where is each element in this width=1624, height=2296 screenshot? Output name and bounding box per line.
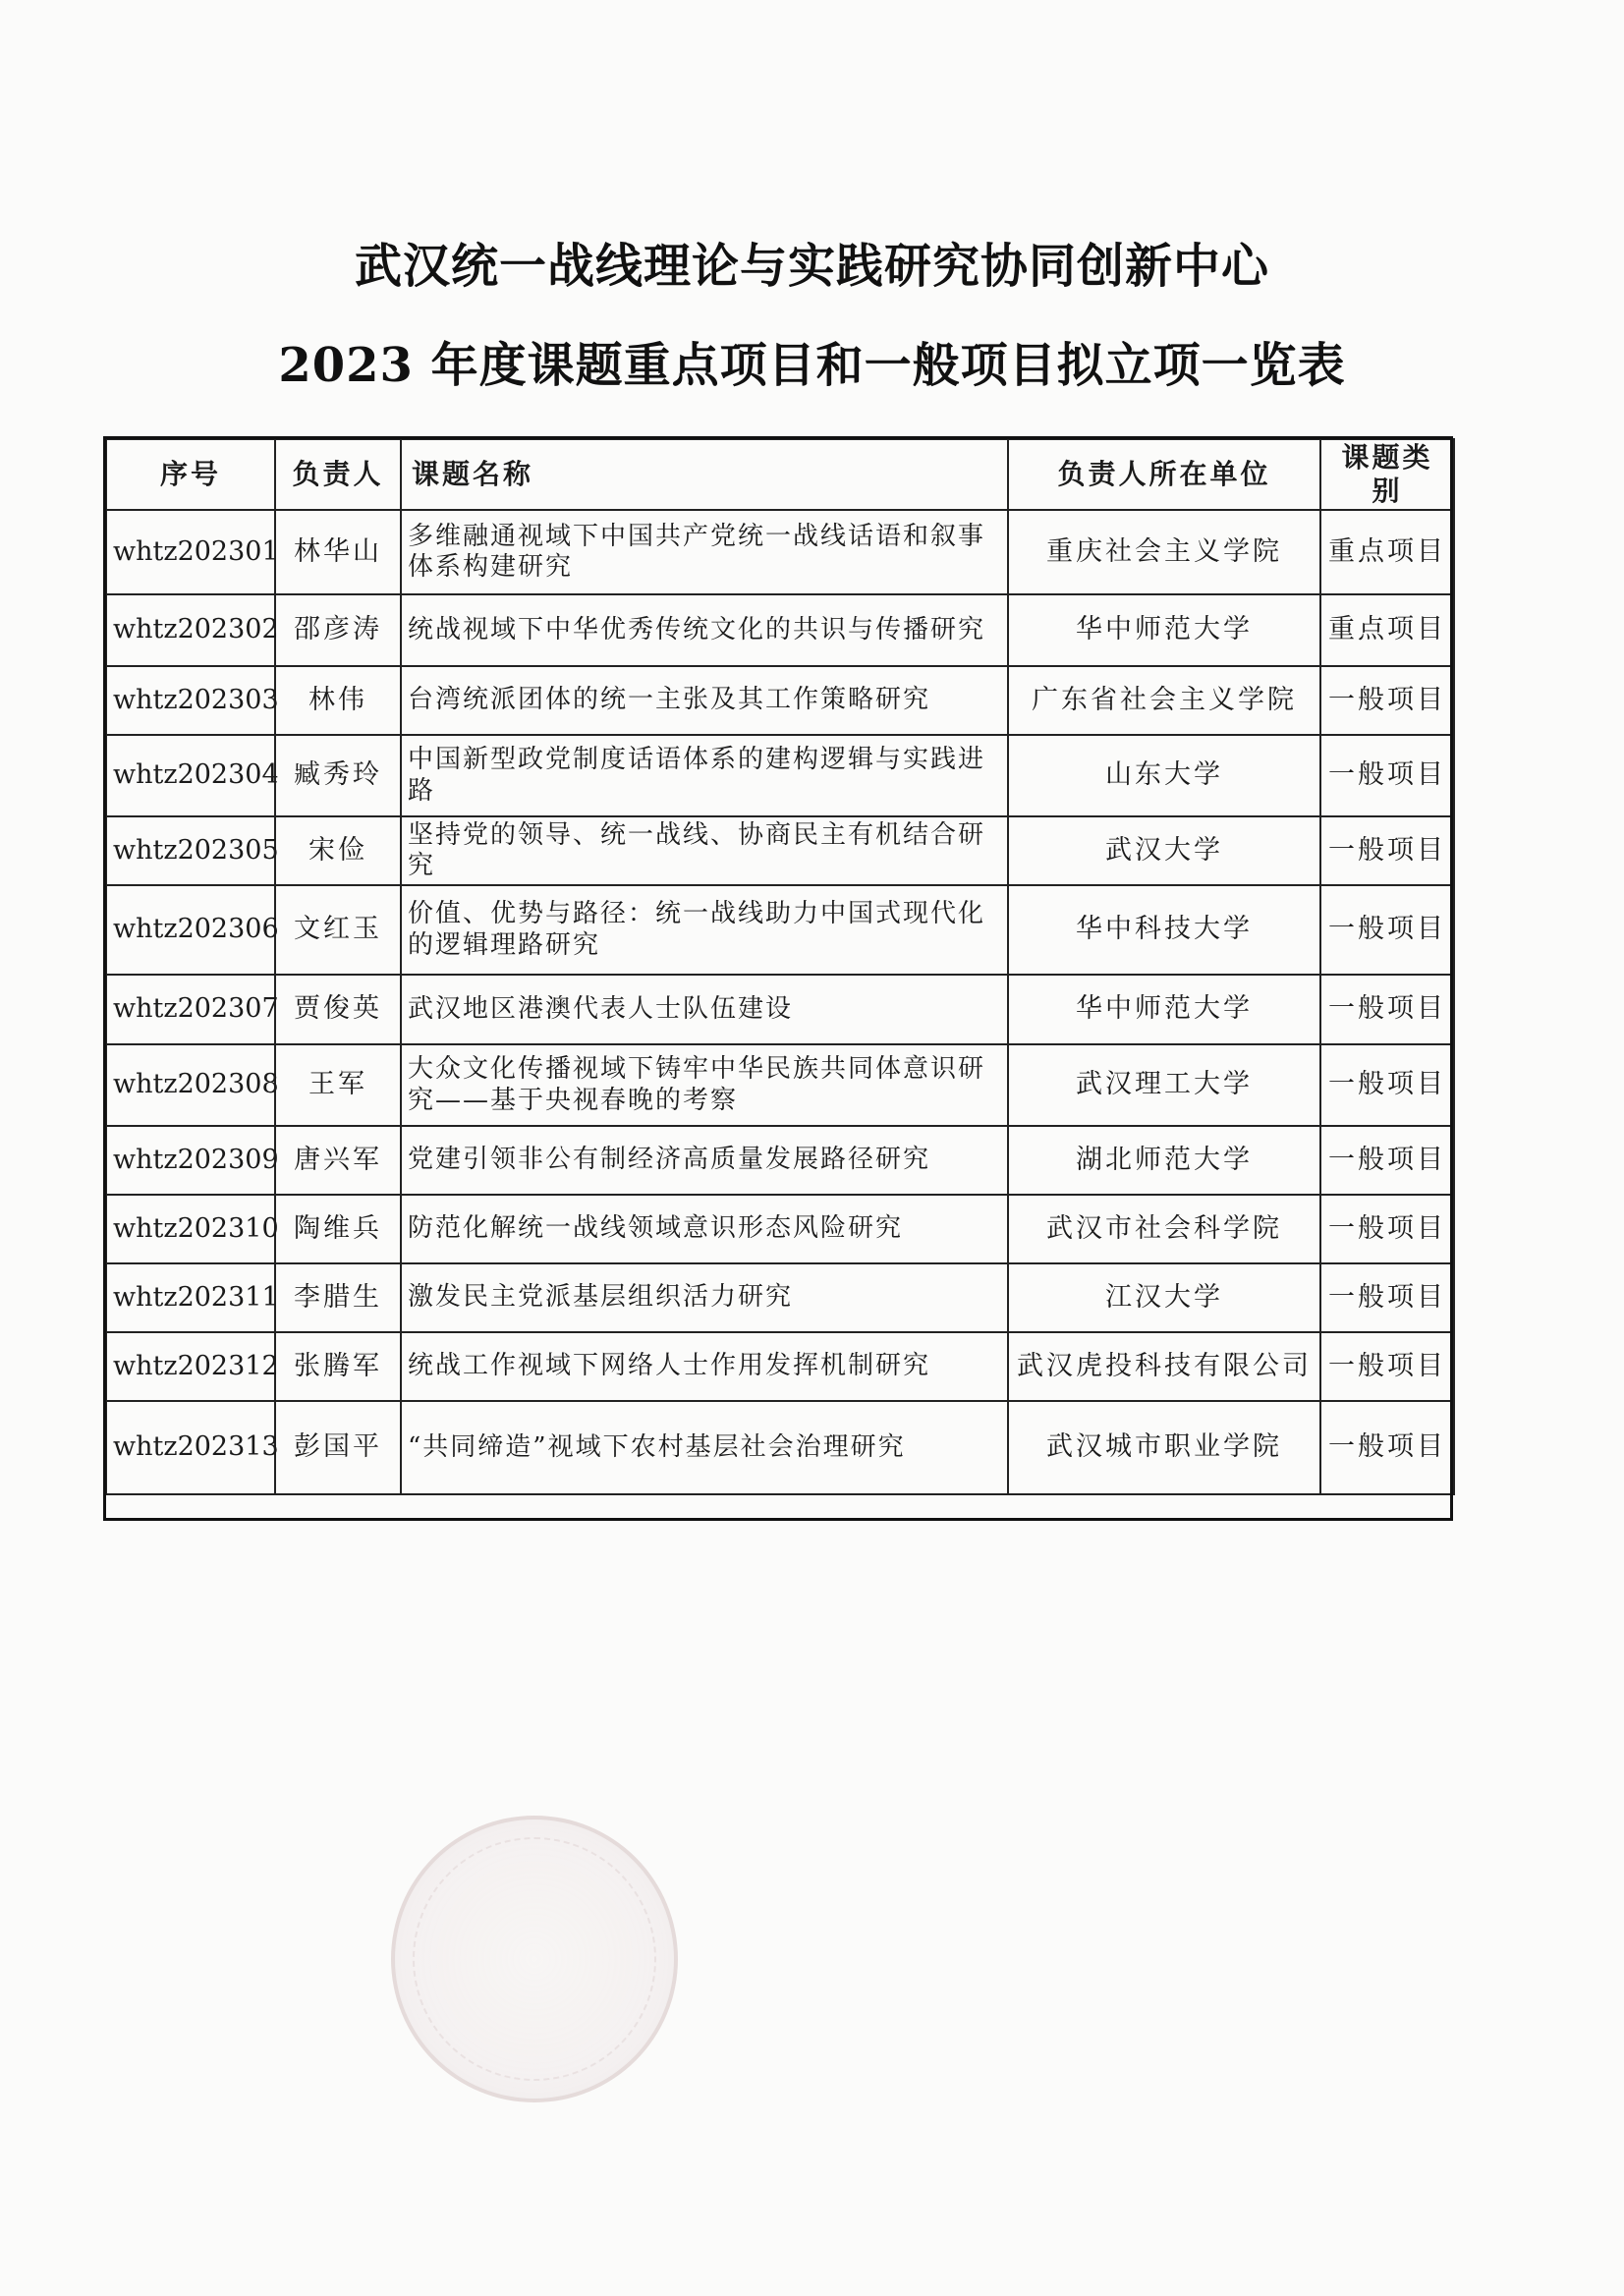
cell-unit: 武汉理工大学 (1008, 1044, 1320, 1126)
cell-topic: 统战视域下中华优秀传统文化的共识与传播研究 (401, 594, 1008, 666)
header-topic: 课题名称 (401, 439, 1008, 510)
cell-topic: 统战工作视域下网络人士作用发挥机制研究 (401, 1332, 1008, 1401)
cell-leader: 宋俭 (275, 816, 401, 885)
cell-id: whtz202311 (106, 1263, 275, 1332)
cell-type: 一般项目 (1320, 1401, 1454, 1494)
seal-inner-ring (413, 1837, 656, 2081)
cell-id: whtz202309 (106, 1126, 275, 1195)
cell-id: whtz202302 (106, 594, 275, 666)
cell-type: 一般项目 (1320, 885, 1454, 975)
cell-topic: 台湾统派团体的统一主张及其工作策略研究 (401, 666, 1008, 735)
cell-topic: 坚持党的领导、统一战线、协商民主有机结合研究 (401, 816, 1008, 885)
table-row (106, 1332, 1454, 1401)
table-row (106, 975, 1454, 1044)
cell-topic: 中国新型政党制度话语体系的建构逻辑与实践进路 (401, 735, 1008, 816)
cell-topic: 武汉地区港澳代表人士队伍建设 (401, 975, 1008, 1044)
cell-type: 重点项目 (1320, 594, 1454, 666)
cell-id: whtz202305 (106, 816, 275, 885)
cell-leader: 贾俊英 (275, 975, 401, 1044)
cell-type: 一般项目 (1320, 975, 1454, 1044)
cell-topic: 多维融通视域下中国共产党统一战线话语和叙事体系构建研究 (401, 510, 1008, 594)
cell-unit: 山东大学 (1008, 735, 1320, 816)
header-leader: 负责人 (275, 439, 401, 510)
cell-id: whtz202303 (106, 666, 275, 735)
cell-unit: 武汉虎投科技有限公司 (1008, 1332, 1320, 1401)
table-row (106, 816, 1454, 885)
table-row (106, 1401, 1454, 1494)
cell-unit: 华中师范大学 (1008, 594, 1320, 666)
cell-unit: 武汉市社会科学院 (1008, 1195, 1320, 1263)
table-row (106, 1126, 1454, 1195)
cell-leader: 邵彦涛 (275, 594, 401, 666)
table-row (106, 594, 1454, 666)
header-type: 课题类别 (1320, 439, 1454, 510)
cell-unit: 华中师范大学 (1008, 975, 1320, 1044)
table-row (106, 1044, 1454, 1126)
cell-leader: 臧秀玲 (275, 735, 401, 816)
project-list-table (105, 438, 1455, 1495)
cell-unit: 重庆社会主义学院 (1008, 510, 1320, 594)
cell-topic: 大众文化传播视域下铸牢中华民族共同体意识研究——基于央视春晚的考察 (401, 1044, 1008, 1126)
cell-leader: 林华山 (275, 510, 401, 594)
cell-leader: 唐兴军 (275, 1126, 401, 1195)
document-subtitle: 2023 年度课题重点项目和一般项目拟立项一览表 (278, 338, 1346, 393)
cell-topic: 激发民主党派基层组织活力研究 (401, 1263, 1008, 1332)
cell-type: 一般项目 (1320, 1332, 1454, 1401)
cell-unit: 华中科技大学 (1008, 885, 1320, 975)
cell-topic: “共同缔造”视域下农村基层社会治理研究 (401, 1401, 1008, 1494)
table-row (106, 1263, 1454, 1332)
cell-type: 一般项目 (1320, 666, 1454, 735)
header-unit: 负责人所在单位 (1008, 439, 1320, 510)
table-row (106, 666, 1454, 735)
cell-id: whtz202308 (106, 1044, 275, 1126)
cell-topic: 价值、优势与路径：统一战线助力中国式现代化的逻辑理路研究 (401, 885, 1008, 975)
cell-leader: 文红玉 (275, 885, 401, 975)
cell-unit: 湖北师范大学 (1008, 1126, 1320, 1195)
cell-type: 一般项目 (1320, 816, 1454, 885)
cell-id: whtz202306 (106, 885, 275, 975)
cell-leader: 彭国平 (275, 1401, 401, 1494)
cell-unit: 武汉大学 (1008, 816, 1320, 885)
cell-id: whtz202307 (106, 975, 275, 1044)
cell-type: 一般项目 (1320, 735, 1454, 816)
cell-id: whtz202313 (106, 1401, 275, 1494)
cell-leader: 张腾军 (275, 1332, 401, 1401)
table-row (106, 510, 1454, 594)
cell-topic: 防范化解统一战线领域意识形态风险研究 (401, 1195, 1008, 1263)
document-title: 武汉统一战线理论与实践研究协同创新中心 (354, 239, 1269, 294)
cell-unit: 江汉大学 (1008, 1263, 1320, 1332)
cell-id: whtz202301 (106, 510, 275, 594)
cell-id: whtz202310 (106, 1195, 275, 1263)
table-row (106, 1195, 1454, 1263)
cell-leader: 王军 (275, 1044, 401, 1126)
table-header-row (106, 439, 1454, 510)
cell-type: 一般项目 (1320, 1126, 1454, 1195)
cell-leader: 陶维兵 (275, 1195, 401, 1263)
cell-topic: 党建引领非公有制经济高质量发展路径研究 (401, 1126, 1008, 1195)
cell-type: 一般项目 (1320, 1044, 1454, 1126)
table-body (106, 510, 1454, 1494)
cell-unit: 广东省社会主义学院 (1008, 666, 1320, 735)
cell-leader: 李腊生 (275, 1263, 401, 1332)
table-row (106, 735, 1454, 816)
cell-type: 一般项目 (1320, 1263, 1454, 1332)
cell-id: whtz202312 (106, 1332, 275, 1401)
table-row (106, 885, 1454, 975)
cell-id: whtz202304 (106, 735, 275, 816)
official-seal (391, 1816, 678, 2102)
cell-unit: 武汉城市职业学院 (1008, 1401, 1320, 1494)
cell-type: 重点项目 (1320, 510, 1454, 594)
cell-leader: 林伟 (275, 666, 401, 735)
cell-type: 一般项目 (1320, 1195, 1454, 1263)
header-id: 序号 (106, 439, 275, 510)
